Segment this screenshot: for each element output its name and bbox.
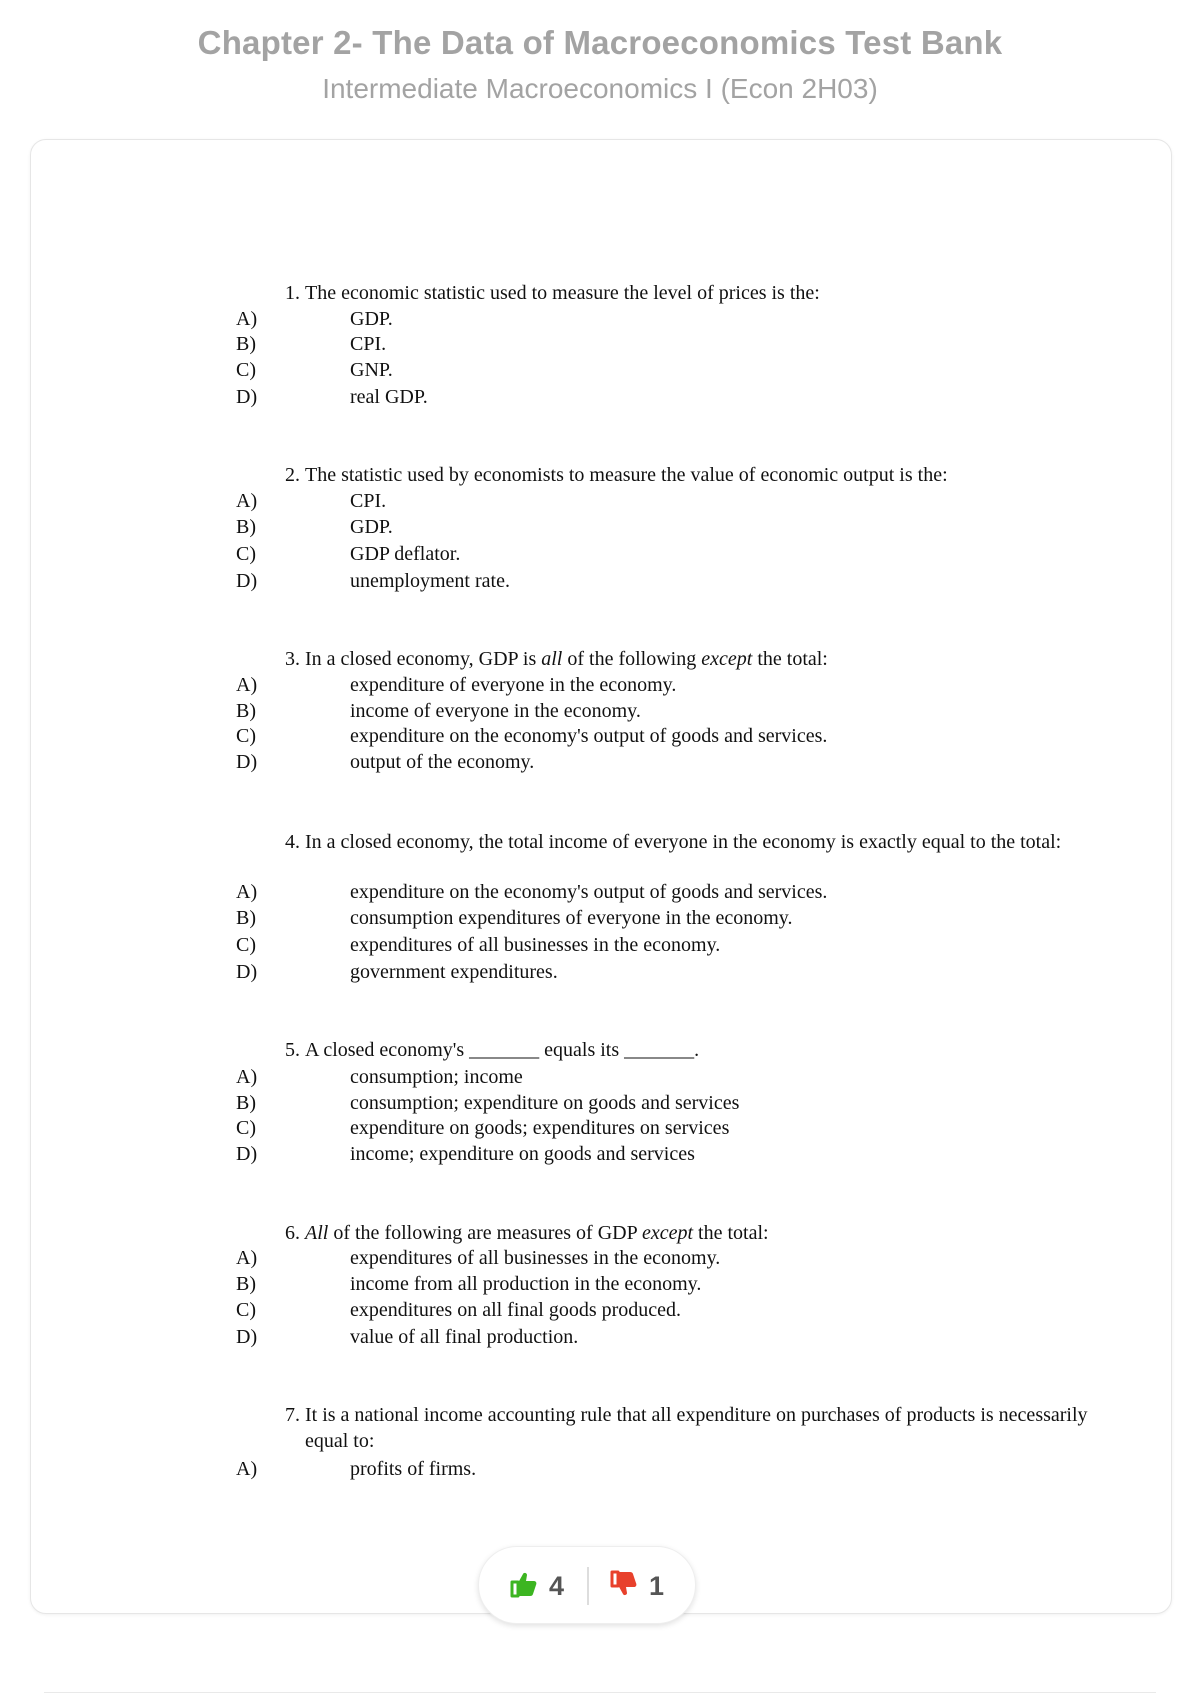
- question-text: It is a national income accounting rule that all expenditure on purchases of products is necessarily equal to:: [305, 1404, 1088, 1452]
- option-letter: D): [236, 570, 258, 592]
- page-title: Chapter 2- The Data of Macroeconomics Test Bank: [197, 24, 1003, 61]
- question-number: 3.: [285, 648, 300, 670]
- option-letter: A): [236, 1066, 258, 1088]
- option-text: consumption; expenditure on goods and services: [350, 1092, 740, 1114]
- option-text: expenditure on the economy's output of goods and services.: [350, 881, 828, 903]
- option-text: income of everyone in the economy.: [350, 700, 641, 722]
- option-text: unemployment rate.: [350, 570, 510, 592]
- option-text: GNP.: [350, 359, 393, 381]
- option-text: expenditure of everyone in the economy.: [350, 674, 677, 696]
- option-text: consumption; income: [350, 1066, 523, 1088]
- page-subtitle: Intermediate Macroeconomics I (Econ 2H03): [322, 73, 878, 104]
- option-text: output of the economy.: [350, 751, 535, 773]
- option-letter: D): [236, 1326, 258, 1348]
- thumbs-up-icon: [509, 1570, 539, 1603]
- question-number: 5.: [285, 1039, 300, 1061]
- option-text: GDP.: [350, 308, 393, 330]
- option-letter: C): [236, 359, 256, 381]
- option-letter: D): [236, 751, 258, 773]
- downvote-button[interactable]: [609, 1569, 664, 1603]
- upvote-count: 4: [549, 1570, 565, 1601]
- question-text: The statistic used by economists to measure the value of economic output is the:: [305, 464, 948, 486]
- question-text: All of the following are measures of GDP except the total:: [305, 1222, 769, 1244]
- option-letter: B): [236, 1092, 256, 1114]
- option-text: CPI.: [350, 490, 387, 512]
- option-letter: A): [236, 674, 258, 696]
- option-text: GDP.: [350, 516, 393, 538]
- question-number: 1.: [285, 282, 300, 304]
- option-letter: A): [236, 1247, 258, 1269]
- option-text: expenditure on goods; expenditures on services: [350, 1117, 730, 1139]
- vote-widget: [478, 1546, 696, 1624]
- option-text: real GDP.: [350, 386, 428, 408]
- option-letter: A): [236, 881, 258, 903]
- option-letter: C): [236, 1117, 256, 1139]
- option-letter: C): [236, 934, 256, 956]
- option-letter: B): [236, 516, 256, 538]
- question-number: 4.: [285, 831, 300, 853]
- thumbs-down-icon: [609, 1570, 639, 1603]
- option-text: CPI.: [350, 333, 387, 355]
- option-text: income from all production in the economy.: [350, 1273, 702, 1295]
- question-number: 6.: [285, 1222, 300, 1244]
- option-letter: A): [236, 1458, 258, 1480]
- question-number: 2.: [285, 464, 300, 486]
- option-text: GDP deflator.: [350, 543, 461, 565]
- option-text: expenditure on the economy's output of goods and services.: [350, 725, 828, 747]
- option-text: consumption expenditures of everyone in the economy.: [350, 907, 793, 929]
- downvote-count: 1: [649, 1570, 665, 1601]
- option-letter: B): [236, 333, 256, 355]
- option-letter: A): [236, 308, 258, 330]
- upvote-button[interactable]: [509, 1569, 564, 1603]
- option-letter: C): [236, 725, 256, 747]
- option-letter: D): [236, 1143, 258, 1165]
- option-letter: B): [236, 907, 256, 929]
- option-letter: D): [236, 386, 258, 408]
- vote-divider: [587, 1567, 589, 1605]
- option-letter: D): [236, 961, 258, 983]
- option-text: expenditures of all businesses in the economy.: [350, 1247, 721, 1269]
- question-text: The economic statistic used to measure the level of prices is the:: [305, 282, 820, 304]
- question-text: In a closed economy, the total income of everyone in the economy is exactly equal to the total:: [305, 831, 1062, 853]
- question-text: A closed economy's _______ equals its _______.: [305, 1039, 700, 1061]
- option-letter: B): [236, 1273, 256, 1295]
- option-text: profits of firms.: [350, 1458, 477, 1480]
- question-text: In a closed economy, GDP is all of the following except the total:: [305, 648, 828, 670]
- option-text: income; expenditure on goods and services: [350, 1143, 695, 1165]
- option-letter: C): [236, 543, 256, 565]
- option-text: expenditures on all final goods produced.: [350, 1299, 682, 1321]
- option-text: value of all final production.: [350, 1326, 579, 1348]
- option-text: expenditures of all businesses in the economy.: [350, 934, 721, 956]
- option-text: government expenditures.: [350, 961, 558, 983]
- option-letter: C): [236, 1299, 256, 1321]
- option-letter: A): [236, 490, 258, 512]
- option-letter: B): [236, 700, 256, 722]
- question-number: 7.: [285, 1404, 300, 1426]
